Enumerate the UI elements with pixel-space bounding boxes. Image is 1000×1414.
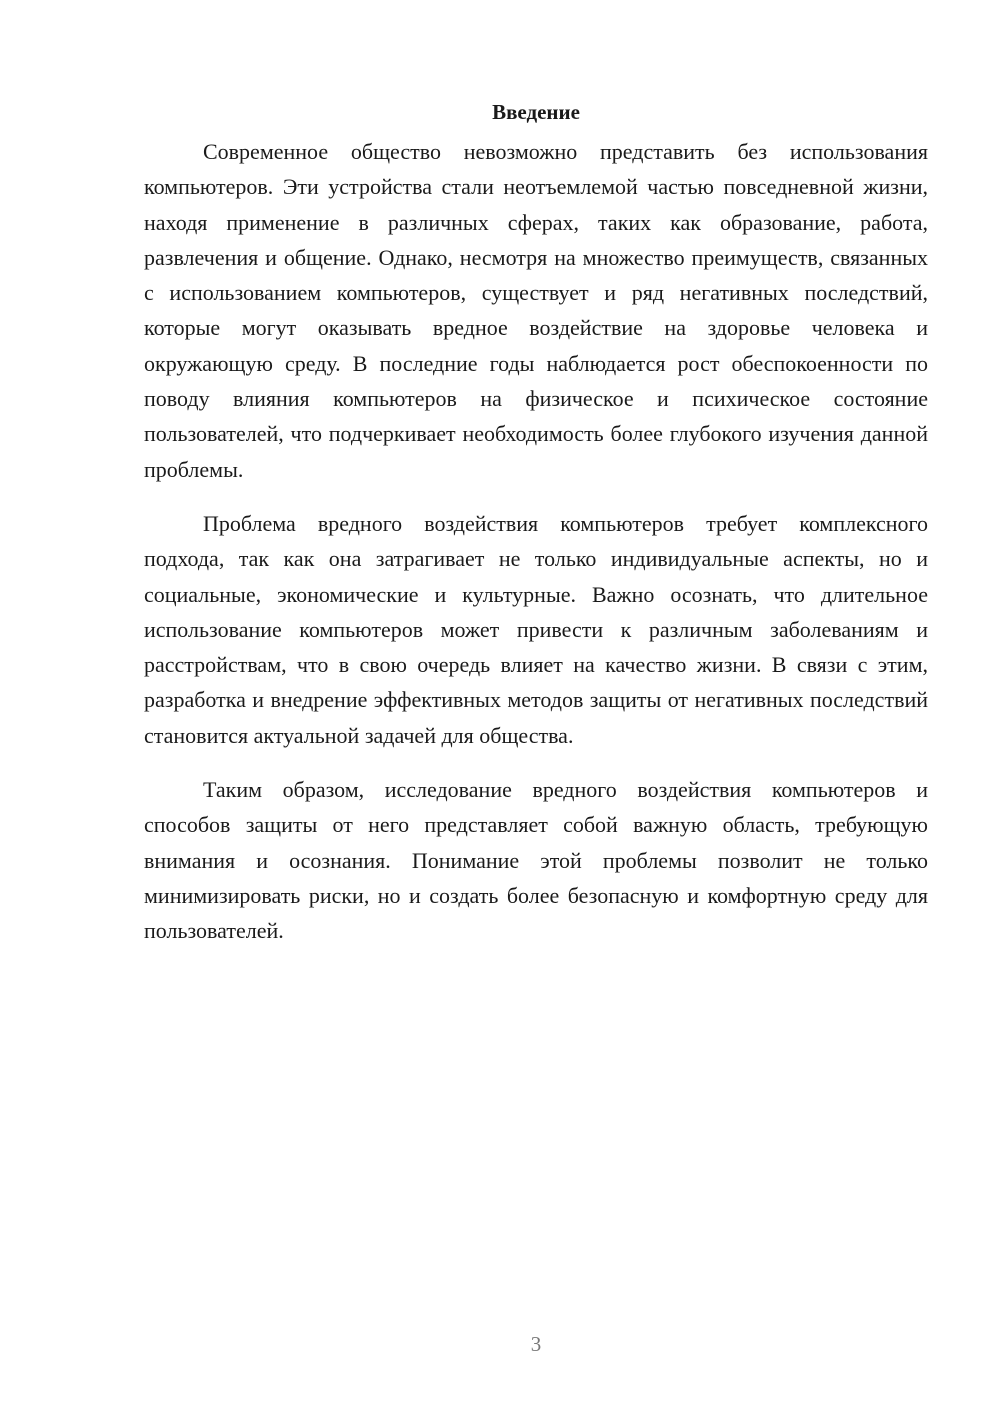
paragraph-2: Проблема вредного воздействия компьютеров требует комплексного подхода, так как она затрагивает не только индивидуальные аспекты, но и социальные, экономические и культурные. Важно осознать, что длительное использование компьютеров может привести к различным заболеваниям и расстройствам, что в свою очередь влияет на качество жизни. В связи с этим, разработка и внедрение эффективных методов защиты от негативных последствий становится актуальной задачей для общества. (144, 510, 928, 748)
page-number: 3 (530, 1332, 542, 1356)
page-content (144, 96, 928, 968)
section-heading: Введение (492, 100, 580, 124)
paragraph-1: Современное общество невозможно представить без использования компьютеров. Эти устройства стали неотъемлемой частью повседневной жизни, находя применение в различных сферах, таких как образование, работа, развлечения и общение. Однако, несмотря на множество преимуществ, связанных с использованием компьютеров, существует и ряд негативных последствий, которые могут оказывать вредное воздействие на здоровье человека и окружающую среду. В последние годы наблюдается рост обеспокоенности по поводу влияния компьютеров на физическое и психическое состояние пользователей, что подчеркивает необходимость более глубокого изучения данной проблемы. (144, 139, 928, 482)
paragraph-3: Таким образом, исследование вредного воздействия компьютеров и способов защиты от него представляет собой важную область, требующую внимания и осознания. Понимание этой проблемы позволит не только минимизировать риски, но и создать более безопасную и комфортную среду для пользователей. (144, 777, 928, 944)
